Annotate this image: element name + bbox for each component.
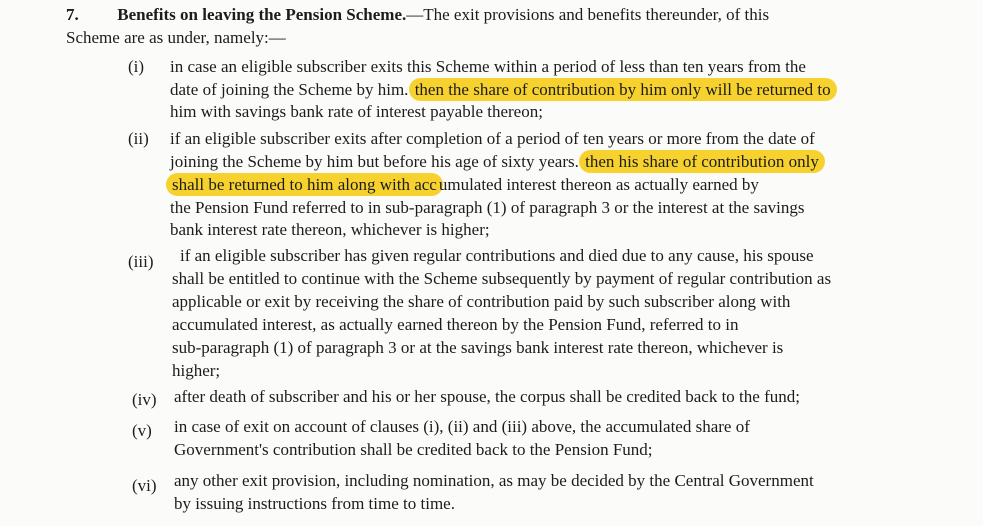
clause-text-line: any other exit provision, including nomination, as may be decided by the Central Government [174,471,814,490]
clause-text: joining the Scheme by him but before his age of sixty years. [170,152,579,171]
clause-text-line: him with savings bank rate of interest payable thereon; [170,102,543,121]
section-intro: —The exit provisions and benefits thereunder, of this [406,5,770,24]
clause-text: date of joining the Scheme by him. [170,80,409,99]
section-heading-line [66,4,769,26]
clause-text-line: applicable or exit by receiving the share of contribution paid by such subscriber along with [172,292,791,311]
clause-text-line: shall be entitled to continue with the Scheme subsequently by payment of regular contribution as [172,269,832,288]
clause-text-line [170,174,759,196]
section-intro-cont: Scheme are as under, namely:— [66,28,286,47]
clause-text: umulated interest thereon as actually earned by [438,175,759,194]
clause-label: (iii) [128,252,154,271]
clause-label: (i) [128,57,145,76]
clause-text-line [170,151,821,173]
clause-text-line: by issuing instructions from time to time. [174,494,455,513]
section-intro-line [66,27,286,49]
clause-text-line: sub-paragraph (1) of paragraph 3 or at the savings bank interest rate thereon, whichever is [172,338,784,357]
clause-label: (iv) [132,390,157,409]
section-heading: Benefits on leaving the Pension Scheme. [117,5,407,24]
clause-text-line: Government's contribution shall be credited back to the Pension Fund; [174,440,653,459]
clause-text-line: if an eligible subscriber exits after completion of a period of ten years or more from the date of [170,129,815,148]
clause-text-line: in case an eligible subscriber exits this Scheme within a period of less than ten years from the [170,57,806,76]
clause-text-line: in case of exit on account of clauses (i), (ii) and (iii) above, the accumulated share of [174,417,750,436]
clause-text-line: higher; [172,361,221,380]
clause-text-line: after death of subscriber and his or her spouse, the corpus shall be credited back to the fund; [174,387,800,406]
clause-label: (v) [132,421,152,440]
clause-text-line: the Pension Fund referred to in sub-paragraph (1) of paragraph 3 or the interest at the savings [170,198,805,217]
highlighted-text: then the share of contribution by him only will be returned to [409,78,837,101]
clause-text-line: bank interest rate thereon, whichever is higher; [170,220,490,239]
clause-text-line [170,79,833,101]
highlighted-text: shall be returned to him along with acc [166,173,443,196]
section-number: 7. [66,5,79,24]
clause-text-line: if an eligible subscriber has given regular contributions and died due to any cause, his spouse [180,246,814,265]
clause-label: (vi) [132,476,157,495]
clause-label: (ii) [128,129,149,148]
clause-text-line: accumulated interest, as actually earned thereon by the Pension Fund, referred to in [172,315,739,334]
highlighted-text: then his share of contribution only [579,150,825,173]
